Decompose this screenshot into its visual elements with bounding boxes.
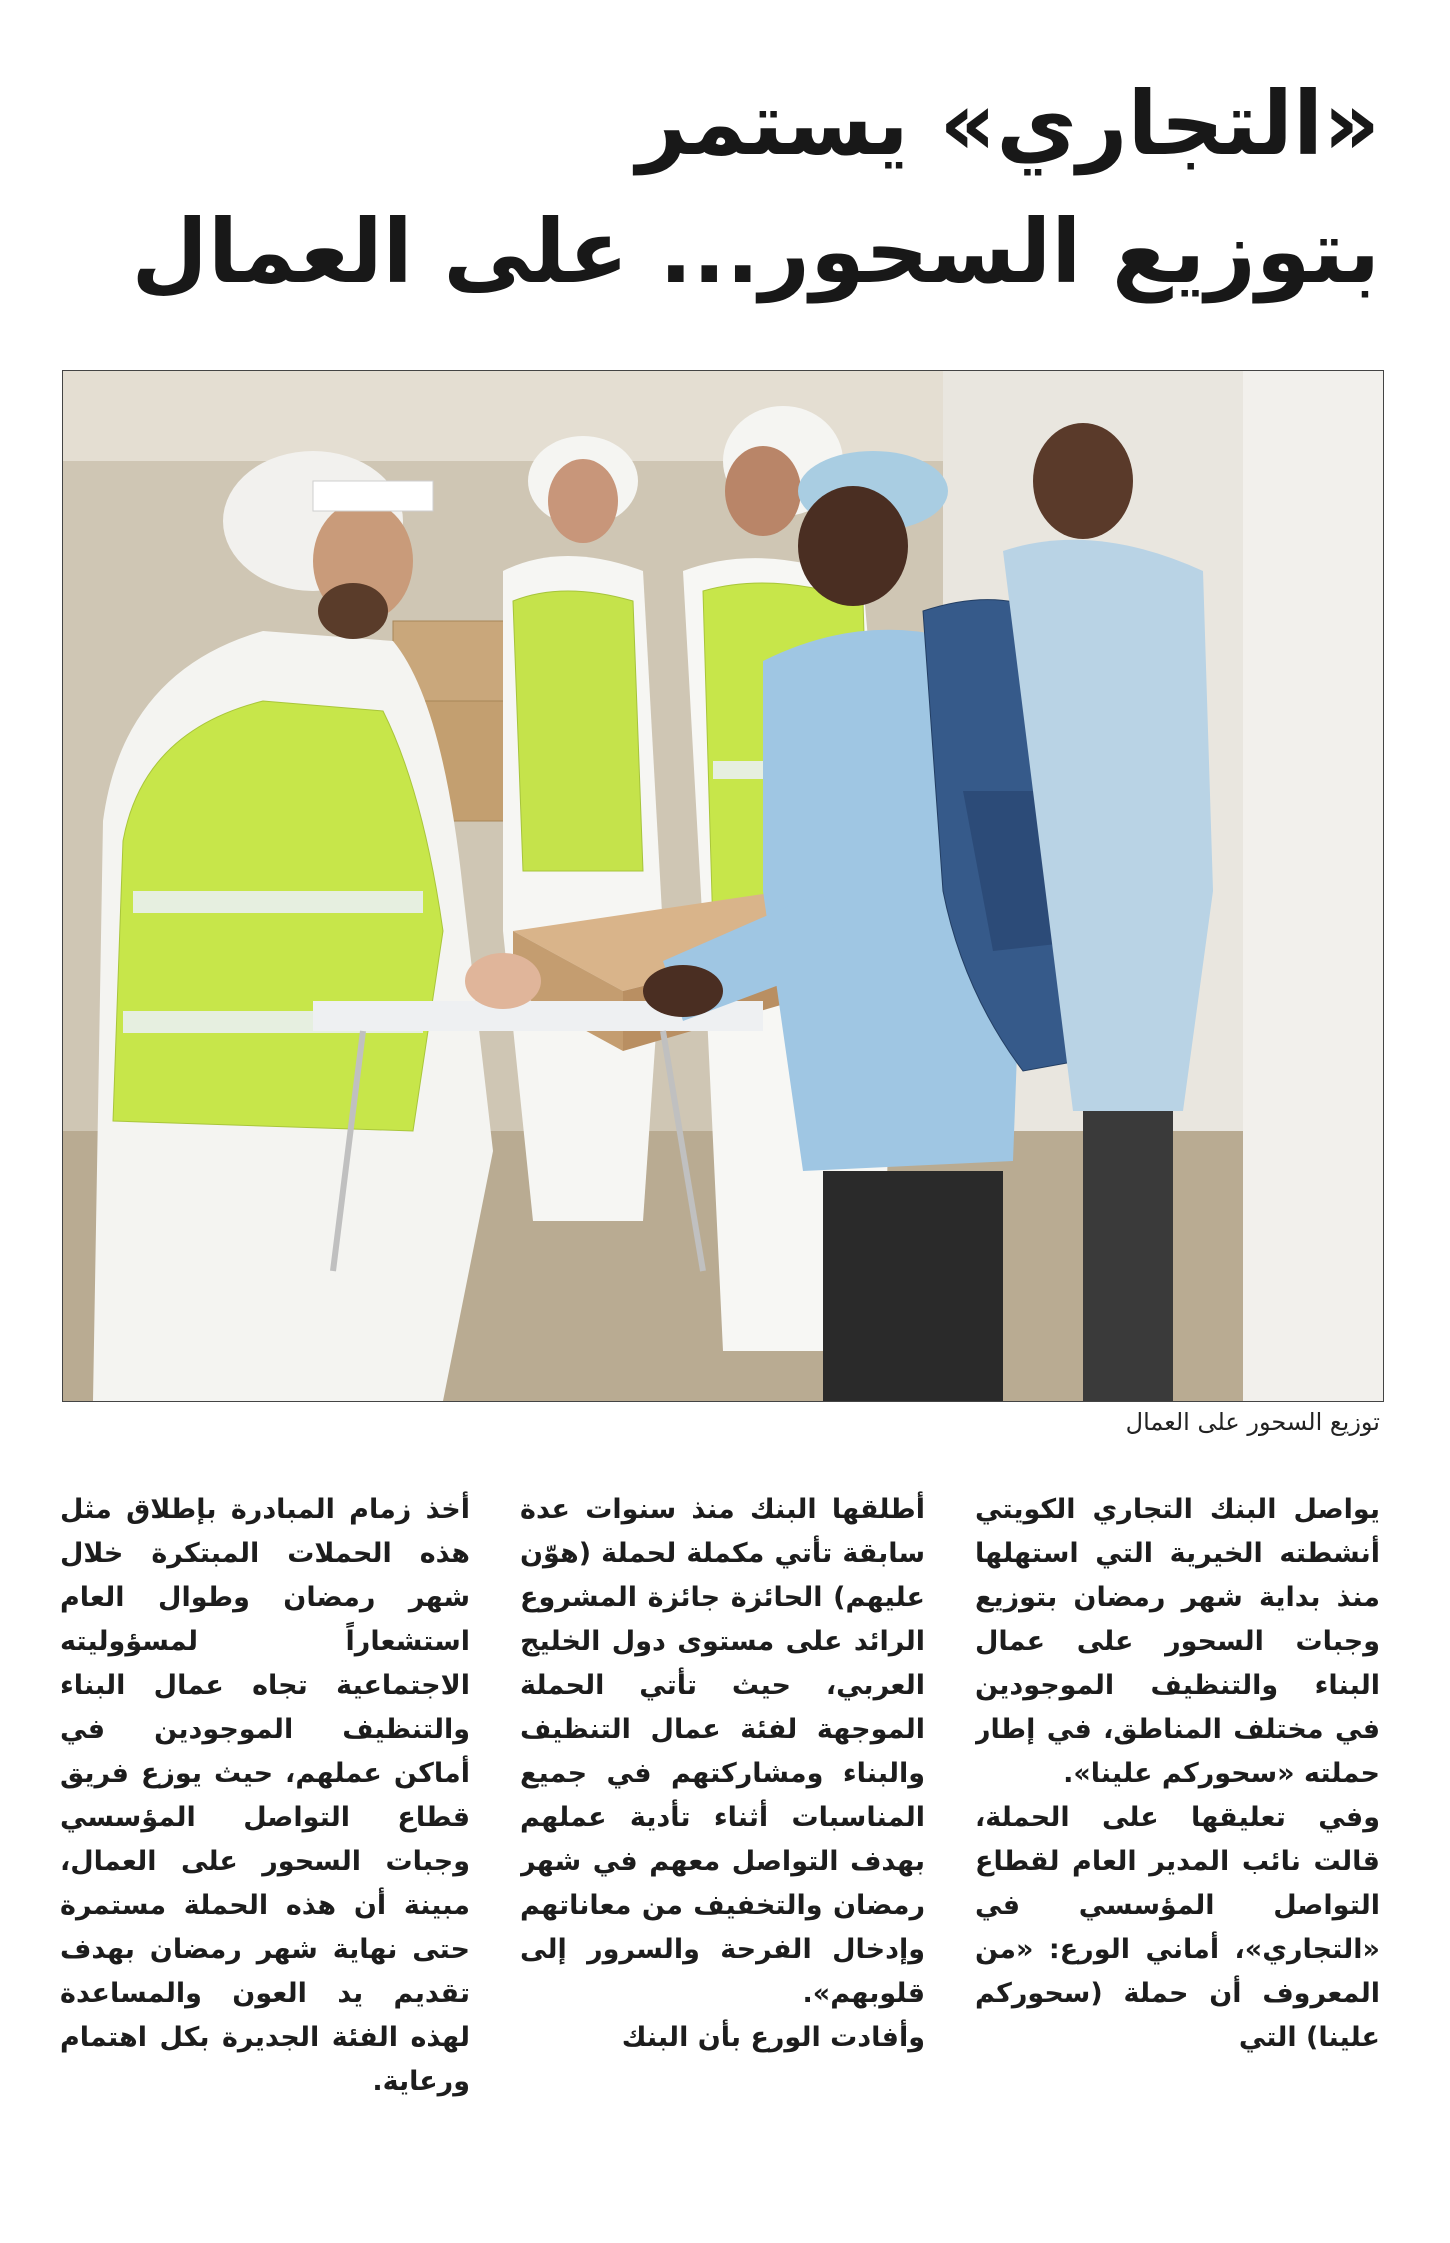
paragraph: يواصل البنك التجاري الكويتي أنشطته الخيرية التي استهلها منذ بداية شهر رمضان بتوزيع وجبات السحور على عمال البناء والتنظيف الموجودين في مختلف المناطق، في إطار حملته «سحوركم علينا». (975, 1494, 1380, 1789)
news-photo (62, 370, 1384, 1402)
headline-line-2: بتوزيع السحور... على العمال (131, 200, 1380, 303)
paragraph: وأفادت الورع بأن البنك (621, 2022, 925, 2053)
paragraph: أطلقها البنك منذ سنوات عدة سابقة تأتي مكملة لحملة (هوّن عليهم) الحائزة جائزة المشروع الرائد على مستوى دول الخليج العربي، حيث تأتي الحملة الموجهة لفئة عمال التنظيف والبناء ومشاركتهم في جميع المناسبات أثناء تأدية عملهم بهدف التواصل معهم في شهر رمضان والتخفيف من معاناتهم وإدخال الفرحة والسرور إلى قلوبهم». (520, 1494, 925, 2009)
headline-line-1: «التجاري» يستمر (636, 72, 1380, 175)
headline (50, 60, 1380, 316)
article-column-middle (520, 1488, 925, 2218)
article-column-right (975, 1488, 1380, 2218)
paragraph: وفي تعليقها على الحملة، قالت نائب المدير العام لقطاع التواصل المؤسسي في «التجاري»، أماني الورع: «من المعروف أن حملة (سحوركم علينا) التي (975, 1802, 1380, 2053)
paragraph: أخذ زمام المبادرة بإطلاق مثل هذه الحملات المبتكرة خلال شهر رمضان وطوال العام استشعاراً لمسؤوليته الاجتماعية تجاه عمال البناء والتنظيف الموجودين في أماكن عملهم، حيث يوزع فريق قطاع التواصل المؤسسي وجبات السحور على العمال، مبينة أن هذه الحملة مستمرة حتى نهاية شهر رمضان بهدف تقديم يد العون والمساعدة لهذه الفئة الجديرة بكل اهتمام ورعاية. (60, 1494, 470, 2097)
article-column-left (60, 1488, 470, 2218)
photo-illustration (63, 371, 1383, 1401)
photo-caption: توزيع السحور على العمال (1125, 1408, 1380, 1436)
